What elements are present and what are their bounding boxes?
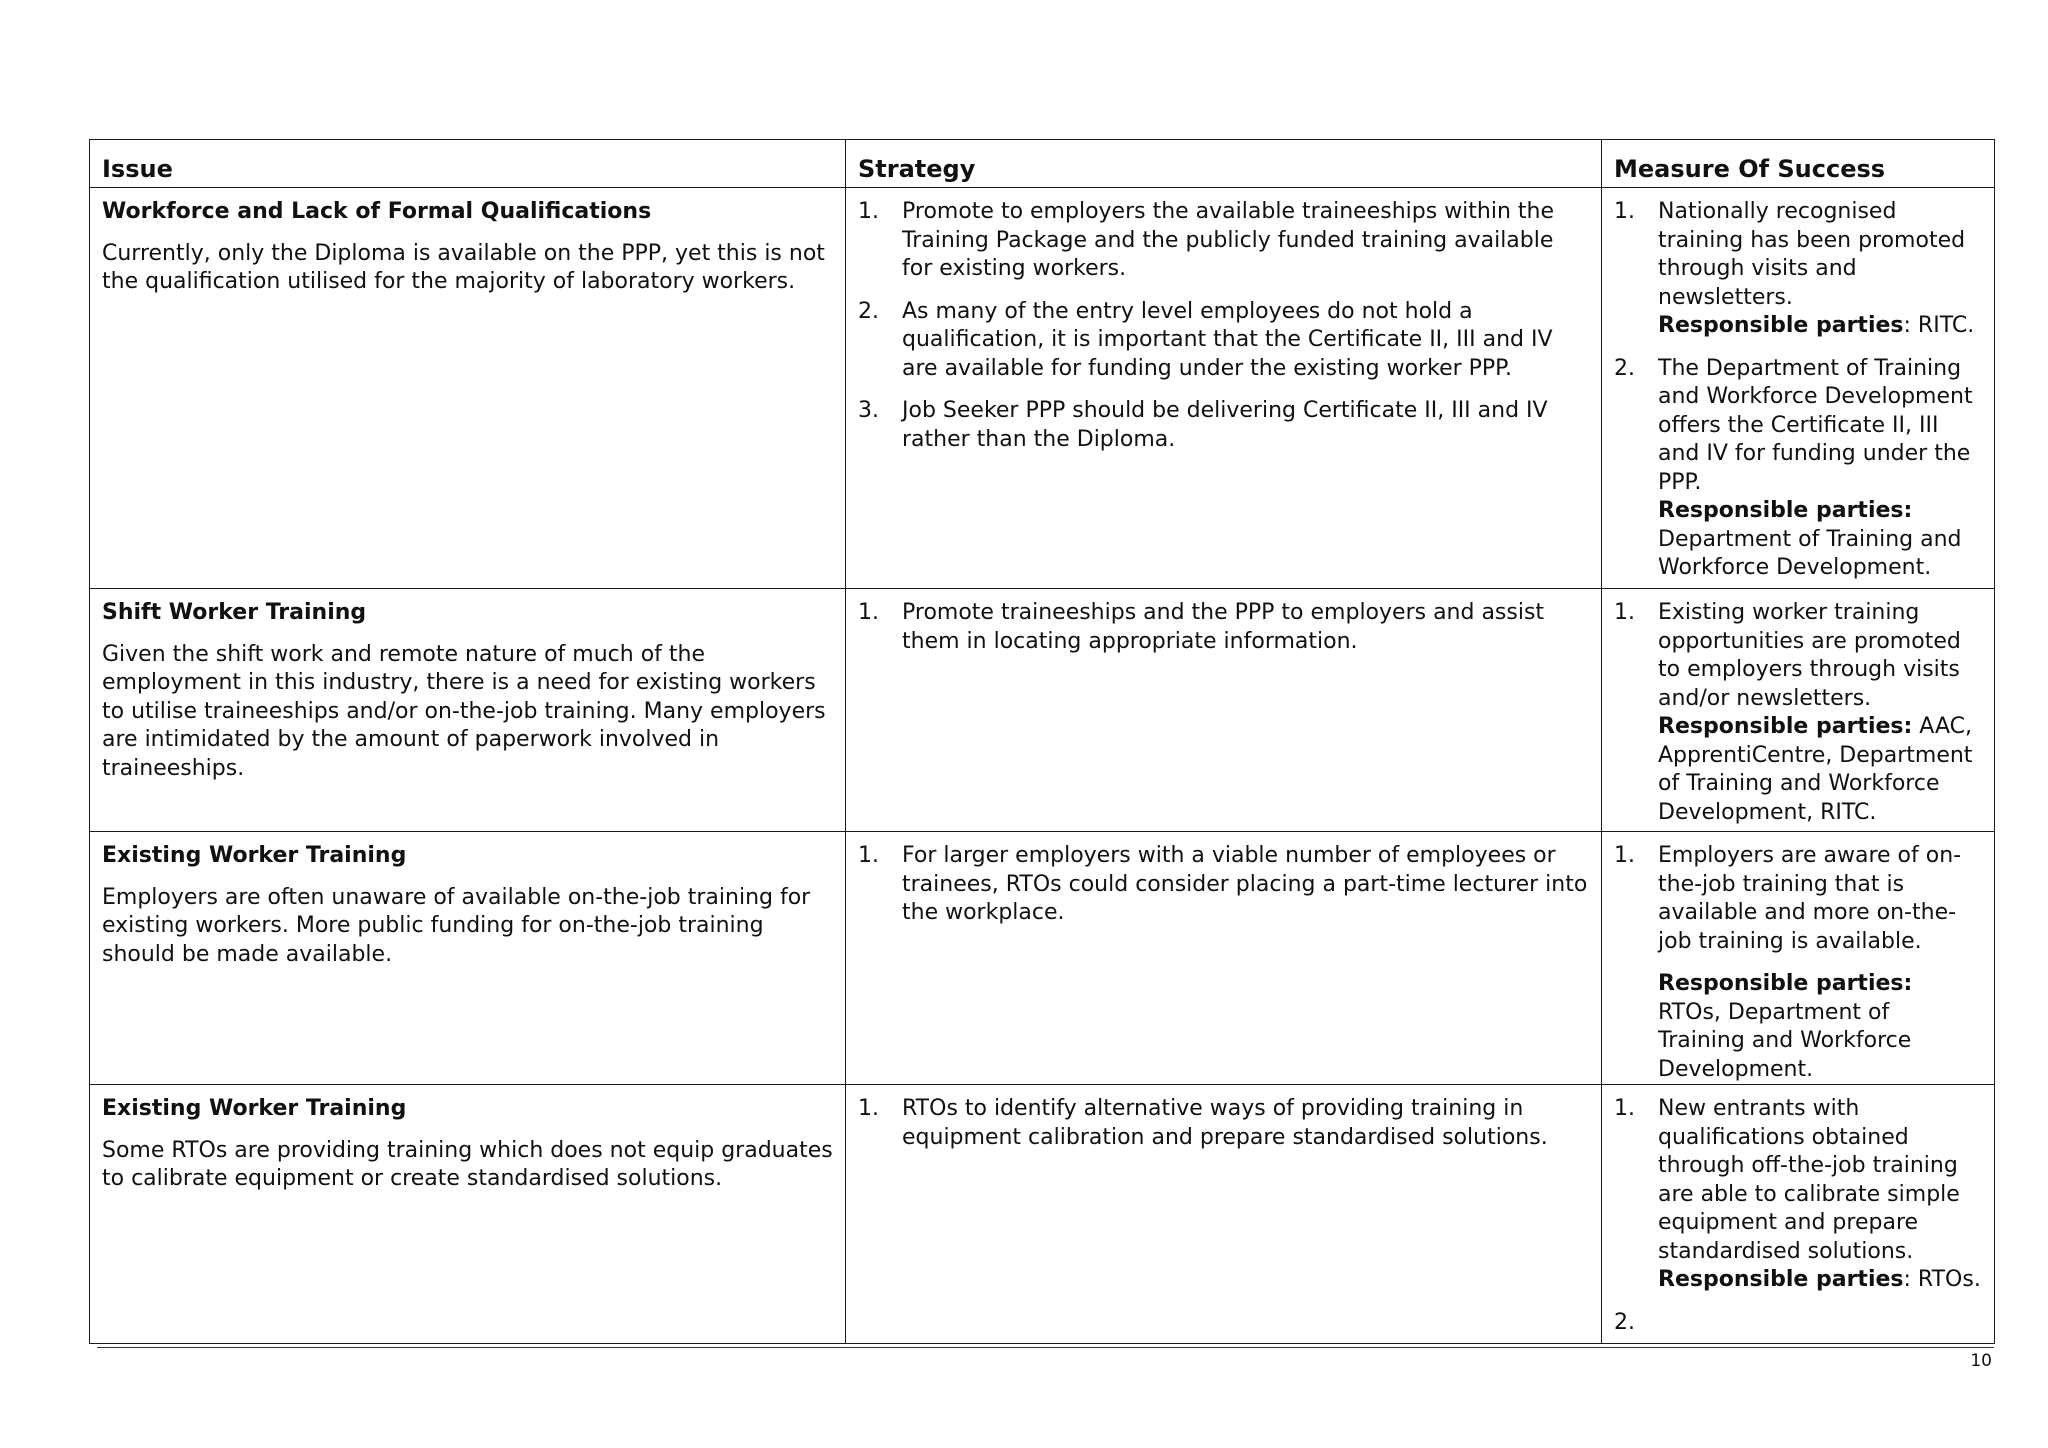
strategy-cell — [846, 1085, 1602, 1344]
list-item: 1. For larger employers with a viable number of employees or trainees, RTOs could consider placing a part-time lecturer into the workplace. — [858, 843, 1588, 925]
list-item: 2. The Department of Training and Workforce Development offers the Certificate II, III and IV for funding under the PPP. Responsible parties: Department of Training and Workforce Development. — [1614, 355, 1973, 580]
list-item: 1. Employers are aware of on-the-job training that is available and more on-the-job training is available. Responsible parties: RTOs, Department of Training and Workforce Development. — [1614, 843, 1962, 1082]
issue-description: Some RTOs are providing training which does not equip graduates to calibrate equipment or create standardised solutions. — [102, 1137, 833, 1191]
strategy-list — [858, 599, 1589, 656]
issue-cell — [90, 188, 846, 589]
responsible-parties-label: Responsible parties: — [1658, 971, 1913, 996]
table-row — [90, 832, 1995, 1085]
list-item: 1. Nationally recognised training has been promoted through visits and newsletters. Responsible parties: RITC. — [1614, 199, 1975, 338]
issue-column-header: Issue — [90, 140, 846, 188]
issue-cell — [90, 589, 846, 832]
issues-strategy-table — [89, 139, 1995, 1344]
list-item: 2. — [1614, 1309, 1635, 1335]
strategy-cell — [846, 832, 1602, 1085]
strategy-list — [858, 842, 1589, 928]
list-item: 3. Job Seeker PPP should be delivering Certificate II, III and IV rather than the Diploma. — [858, 398, 1548, 452]
responsible-parties-label: Responsible parties — [1658, 1267, 1904, 1292]
measure-cell — [1602, 188, 1995, 589]
page-number: 10 — [1970, 1351, 1992, 1371]
list-item: 1. RTOs to identify alternative ways of providing training in equipment calibration and prepare standardised solutions. — [858, 1096, 1548, 1150]
measure-cell — [1602, 832, 1995, 1085]
list-item: 1. Promote traineeships and the PPP to employers and assist them in locating appropriate information. — [858, 600, 1545, 654]
list-item: 1. Promote to employers the available traineeships within the Training Package and the publicly funded training available for existing workers. — [858, 199, 1555, 281]
responsible-parties-label: Responsible parties: — [1658, 498, 1913, 523]
issue-title: Existing Worker Training — [102, 843, 407, 868]
list-item: 1. Existing worker training opportunities are promoted to employers through visits and/or newsletters. Responsible parties: AAC, ApprentiCentre, Department of Training and Workforce Development, RITC. — [1614, 600, 1973, 825]
measure-cell — [1602, 589, 1995, 832]
issue-description: Given the shift work and remote nature of much of the employment in this industry, there is a need for existing workers to utilise traineeships and/or on-the-job training. Many employers are intimidated by the amount of paperwork involved in traineeships. — [102, 641, 826, 781]
issue-title: Workforce and Lack of Formal Qualifications — [102, 199, 652, 224]
responsible-parties-label: Responsible parties: — [1658, 714, 1913, 739]
strategy-list — [858, 198, 1589, 454]
issue-cell — [90, 832, 846, 1085]
measure-list — [1614, 842, 1982, 1084]
footer-divider — [97, 1347, 1994, 1348]
issue-title: Existing Worker Training — [102, 1096, 407, 1121]
measure-list — [1614, 1095, 1982, 1337]
responsible-parties-label: Responsible parties — [1658, 313, 1904, 338]
measure-cell — [1602, 1085, 1995, 1344]
table-row — [90, 1085, 1995, 1344]
issue-cell — [90, 1085, 846, 1344]
measure-list — [1614, 599, 1982, 827]
issue-description: Employers are often unaware of available on-the-job training for existing workers. More public funding for on-the-job training should be made available. — [102, 884, 811, 967]
list-item: 2. As many of the entry level employees do not hold a qualification, it is important that the Certificate II, III and IV are available for funding under the existing worker PPP. — [858, 298, 1553, 381]
strategy-column-header: Strategy — [846, 140, 1602, 188]
table-row — [90, 589, 1995, 832]
measure-column-header: Measure Of Success — [1602, 140, 1995, 188]
measure-list — [1614, 198, 1982, 583]
strategy-cell — [846, 188, 1602, 589]
table-header-row — [90, 140, 1995, 188]
issue-description: Currently, only the Diploma is available on the PPP, yet this is not the qualification utilised for the majority of laboratory workers. — [102, 240, 825, 294]
strategy-cell — [846, 589, 1602, 832]
strategy-list — [858, 1095, 1589, 1152]
issue-title: Shift Worker Training — [102, 600, 367, 625]
table-row — [90, 188, 1995, 589]
list-item: 1. New entrants with qualifications obtained through off-the-job training are able to calibrate simple equipment and prepare standardised solutions. Responsible parties: RTOs. — [1614, 1096, 1981, 1292]
